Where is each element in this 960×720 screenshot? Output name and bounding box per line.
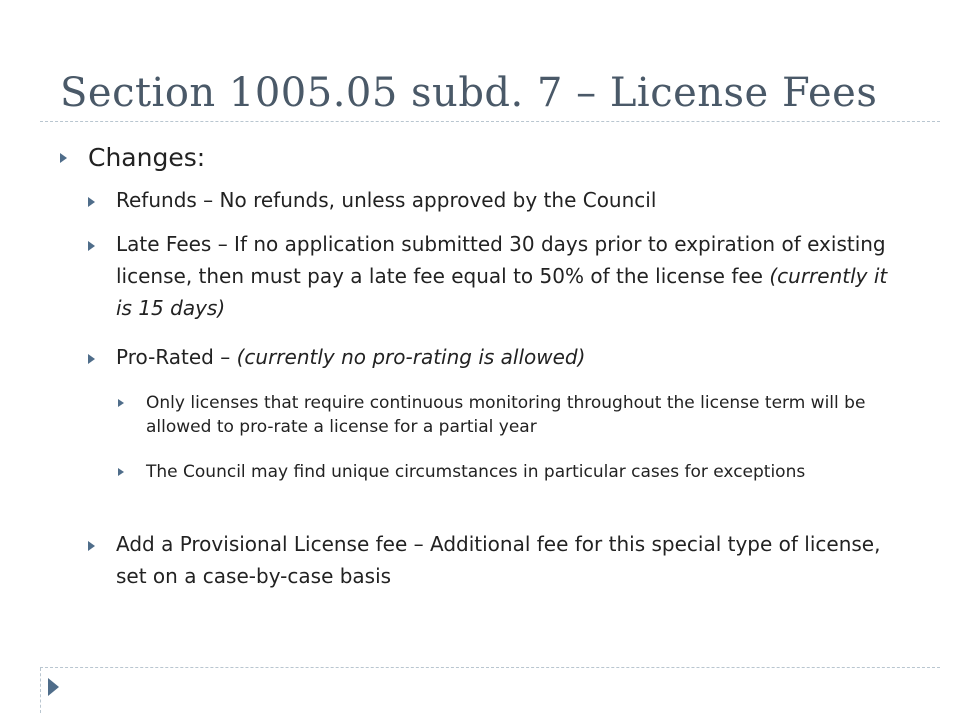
list-item-text: Late Fees – If no application submitted 30 days prior to expiration of existing license, then must pay a late fee equal to 50% of the license fee — [116, 232, 886, 288]
list-item-note: (currently it is 15 days) — [116, 264, 888, 320]
sub-list-item: The Council may find unique circumstances in particular cases for exceptions — [146, 462, 806, 482]
bullet-icon — [88, 354, 95, 364]
list-item-refunds — [116, 184, 906, 216]
list-item-provisional: Add a Provisional License fee – Additional fee for this special type of license, set on a case-by-case basis — [116, 532, 881, 588]
bullet-icon — [88, 197, 95, 207]
list-item-note: (currently no pro-rating is allowed) — [236, 345, 586, 369]
bullet-icon — [88, 541, 95, 551]
changes-heading: Changes: — [88, 143, 206, 172]
slide-title: Section 1005.05 subd. 7 – License Fees — [60, 70, 878, 116]
list-item-late-fees — [116, 228, 906, 324]
sub-bullet-icon — [118, 468, 124, 476]
sub-bullet-icon — [118, 399, 124, 407]
bullet-icon — [60, 153, 67, 163]
sub-list-item: Only licenses that require continuous monitoring throughout the license term will be allowed to pro-rate a license for a partial year — [146, 393, 866, 437]
list-item-text: Pro-Rated – — [116, 345, 237, 369]
footer-divider — [40, 667, 940, 668]
list-item-text: Refunds – No refunds, unless approved by the Council — [116, 188, 657, 212]
title-divider — [40, 121, 940, 122]
triangle-right-marker-icon — [48, 678, 59, 696]
list-item-pro-rated — [116, 341, 906, 373]
footer-left-rule — [40, 668, 41, 713]
bullet-icon — [88, 241, 95, 251]
